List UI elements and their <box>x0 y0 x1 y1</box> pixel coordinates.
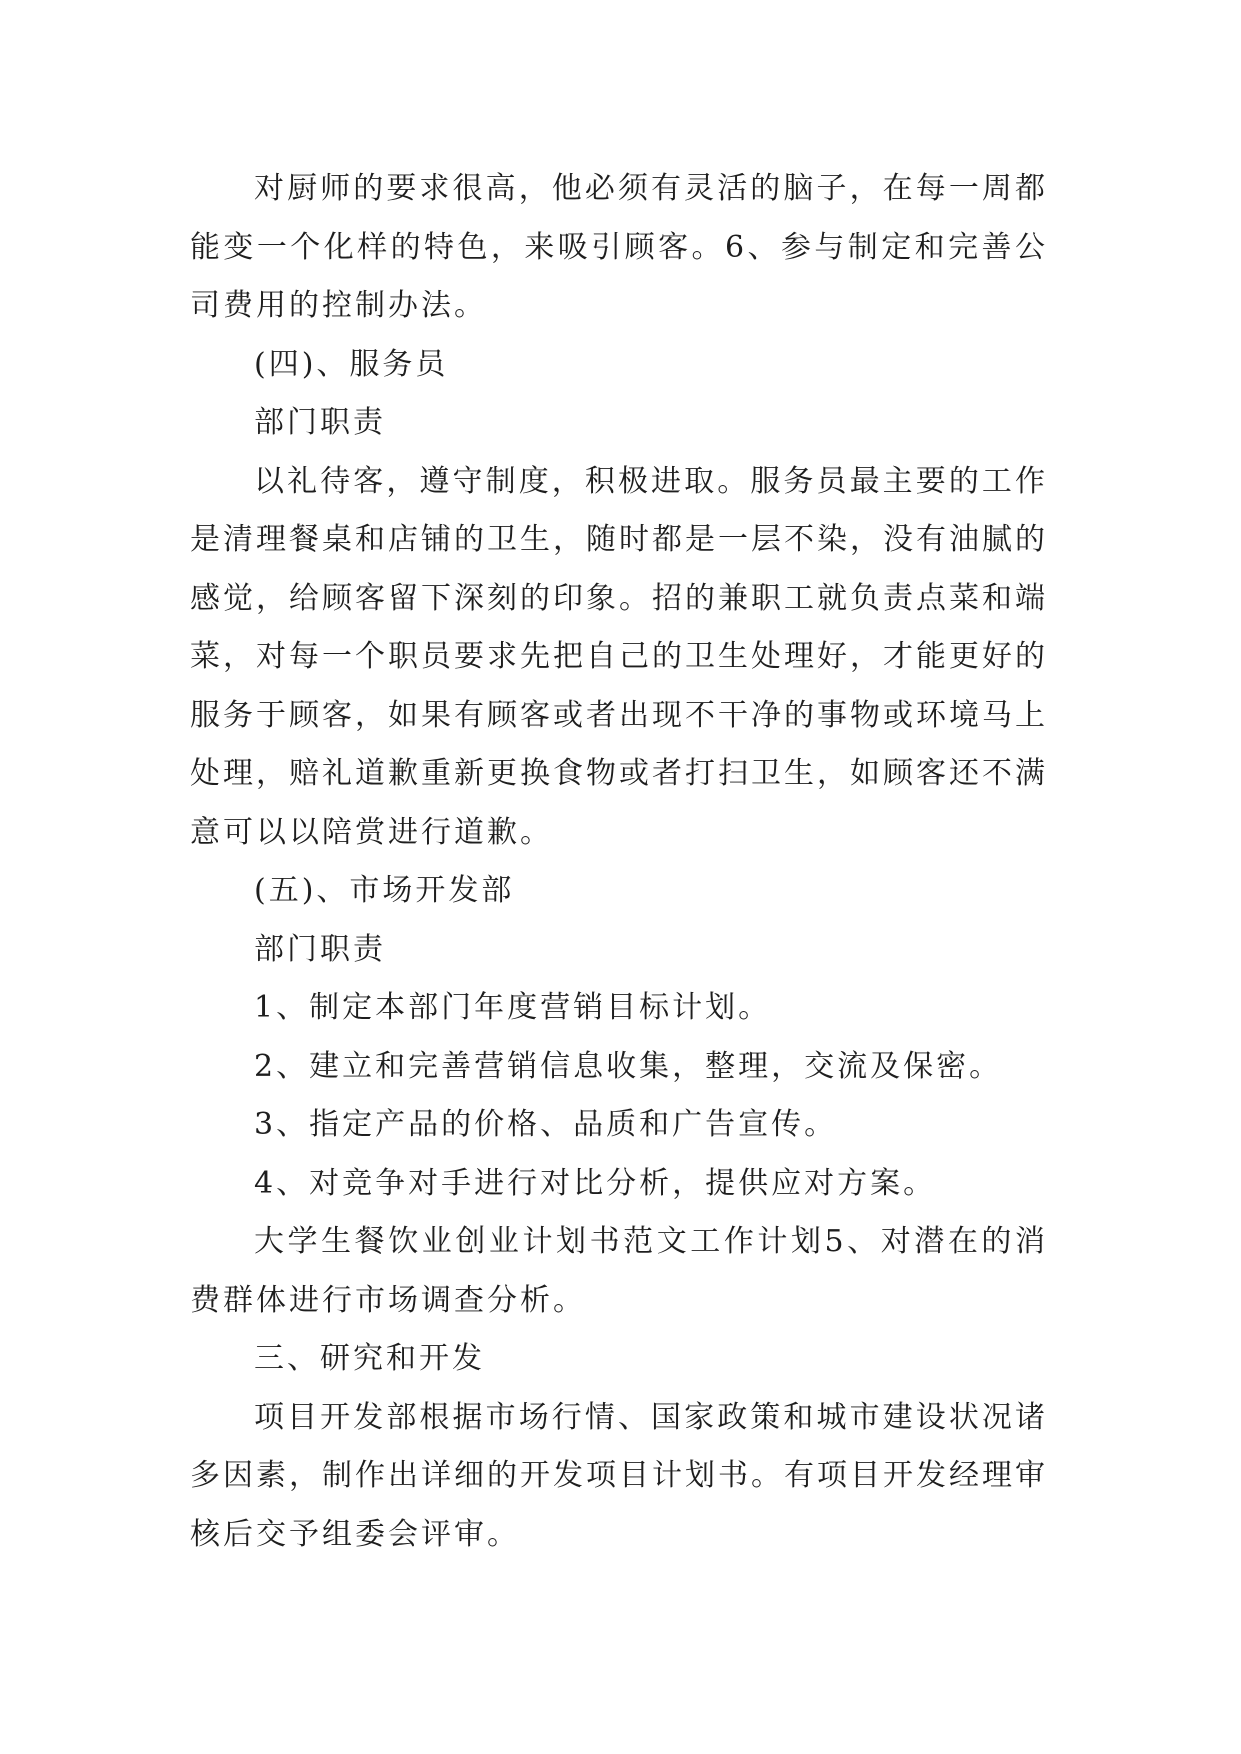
list-item: 3、指定产品的价格、品质和广告宣传。 <box>254 1107 838 1142</box>
heading-market-dept: (五)、市场开发部 <box>254 873 515 908</box>
list-item: 1、制定本部门年度营销目标计划。 <box>254 990 772 1025</box>
subheading-duties: 部门职责 <box>254 405 386 440</box>
list-item: 2、建立和完善营销信息收集，整理，交流及保密。 <box>254 1048 1003 1084</box>
paragraph-market-research: 大学生餐饮业创业计划书范文工作计划5、对潜在的消费群体进行市场调查分析。 <box>190 1224 1048 1318</box>
paragraph-chef-requirements: 对厨师的要求很高，他必须有灵活的脑子，在每一周都能变一个化样的特色，来吸引顾客。6、参与制定和完善公司费用的控制办法。 <box>190 171 1048 323</box>
subheading-duties: 部门职责 <box>254 931 386 967</box>
paragraph-project-development: 项目开发部根据市场行情、国家政策和城市建设状况诸多因素，制作出详细的开发项目计划书。有项目开发经理审核后交予组委会评审。 <box>190 1399 1048 1552</box>
heading-waiter: (四)、服务员 <box>254 346 449 382</box>
list-item: 4、对竞争对手进行对比分析，提供应对方案。 <box>254 1165 937 1201</box>
heading-research-development: 三、研究和开发 <box>254 1341 485 1376</box>
document-body <box>190 160 1048 1564</box>
paragraph-waiter-duties: 以礼待客，遵守制度，积极进取。服务员最主要的工作是清理餐桌和店铺的卫生，随时都是一层不染，没有油腻的感觉，给顾客留下深刻的印象。招的兼职工就负责点菜和端菜，对每一个职员要求先把自己的卫生处理好，才能更好的服务于顾客，如果有顾客或者出现不干净的事物或环境马上处理，赔礼道歉重新更换食物或者打扫卫生，如顾客还不满意可以以陪赏进行道歉。 <box>190 463 1048 850</box>
